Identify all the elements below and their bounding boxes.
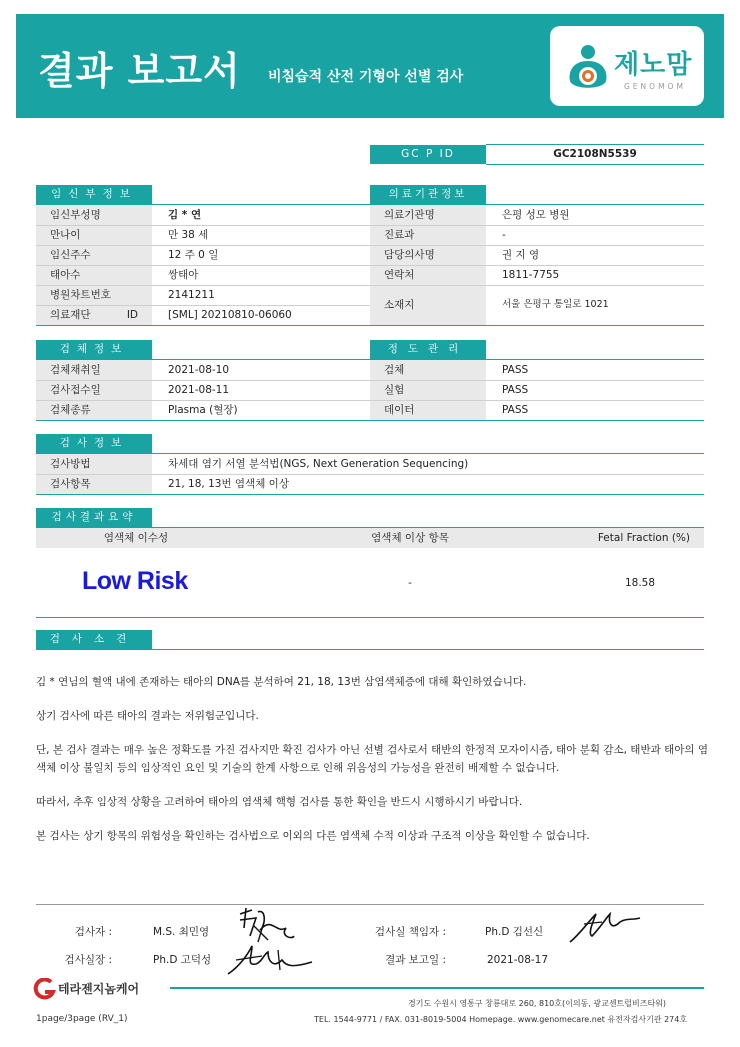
section-rule	[36, 649, 704, 650]
finding-paragraph: 김 * 연님의 혈액 내에 존재하는 태아의 DNA를 분석하여 21, 18, 13번 삼염색체증에 대해 확인하였습니다.	[36, 676, 527, 688]
row-divider	[36, 245, 704, 246]
report-title: 결과 보고서	[38, 49, 241, 93]
pregnant-name-label: 임신부성명	[50, 209, 101, 221]
age-label: 만나이	[50, 229, 81, 241]
test-method-value: 차세대 염기 서열 분석법(NGS, Next Generation Sequencing)	[168, 458, 469, 470]
test-item-label: 검사항목	[50, 478, 91, 490]
gcp-id-value: GC2108N5539	[553, 148, 637, 160]
doctor-label: 담당의사명	[384, 249, 435, 261]
institution-info-header: 의료기관정보	[370, 185, 486, 204]
row-divider	[36, 474, 704, 475]
fetus-count-label: 태아수	[50, 269, 81, 281]
tester-label: 검사자 :	[74, 926, 112, 938]
report-subtitle: 비침습적 산전 기형아 선별 검사	[268, 69, 464, 85]
qc-specimen-value: PASS	[502, 364, 529, 376]
qc-header: 정도관리	[370, 340, 486, 359]
tester-name: M.S. 최민영	[153, 926, 210, 938]
section-rule	[36, 325, 704, 326]
section-rule	[36, 494, 704, 495]
fetus-count-value: 쌍태아	[168, 269, 199, 281]
gestation-value: 12 주 0 일	[168, 249, 219, 261]
doctor-value: 권 지 영	[502, 249, 540, 261]
row-divider	[36, 305, 370, 306]
row-divider	[36, 285, 704, 286]
institution-name-label: 의료기관명	[384, 209, 435, 221]
page-number: 1page/3page (RV_1)	[36, 1014, 128, 1024]
row-divider	[36, 400, 704, 401]
section-rule	[36, 420, 704, 421]
contact-value: 1811-7755	[502, 269, 560, 281]
institution-name-value: 은평 성모 병원	[502, 209, 570, 221]
fetal-fraction-value: 18.58	[624, 577, 656, 589]
chief-signature	[222, 940, 318, 978]
address-label: 소재지	[384, 299, 415, 311]
finding-paragraph: 상기 검사에 따른 태아의 결과는 저위험군입니다.	[36, 710, 259, 722]
collection-date-value: 2021-08-10	[168, 364, 230, 376]
signature-rule	[36, 904, 704, 905]
logo-subtext: GENOMOM	[624, 82, 686, 91]
address-value: 서울 은평구 통일로 1021	[502, 299, 609, 310]
department-value: -	[502, 229, 506, 241]
test-item-value: 21, 18, 13번 염색체 이상	[168, 478, 289, 490]
chart-number-value: 2141211	[168, 289, 215, 301]
report-date-value: 2021-08-17	[487, 954, 549, 966]
chief-name: Ph.D 고덕성	[153, 954, 212, 966]
footer-rule	[170, 987, 704, 989]
qc-data-label: 데이터	[384, 404, 415, 416]
qc-specimen-label: 검체	[384, 364, 405, 376]
section-rule	[36, 617, 704, 618]
report-header	[16, 14, 724, 118]
company-name: 테라젠지놈케어	[58, 982, 140, 996]
row-divider	[36, 380, 704, 381]
collection-date-label: 검체채취일	[50, 364, 101, 376]
row-divider	[36, 265, 704, 266]
pregnant-name-value: 김 * 연	[168, 209, 202, 221]
contact-label: 연락처	[384, 269, 415, 281]
company-contact: TEL. 1544-9771 / FAX. 031-8019-5004 Homepage. www.genomecare.net 유전자검사기관 274호	[314, 1015, 688, 1024]
receipt-date-value: 2021-08-11	[168, 384, 230, 396]
chief-label: 검사실장 :	[64, 954, 112, 966]
gcp-bottom-rule	[486, 164, 704, 165]
result-summary-header: 검사결과요약	[36, 508, 152, 527]
report-date-label: 결과 보고일 :	[385, 954, 446, 966]
foundation-id-value: [SML] 20210810-06060	[168, 309, 292, 321]
specimen-type-label: 검체종류	[50, 404, 91, 416]
findings-header: 검사소견	[36, 630, 152, 649]
gcp-top-rule	[486, 144, 704, 145]
lab-head-name: Ph.D 김선신	[485, 926, 544, 938]
qc-experiment-value: PASS	[502, 384, 529, 396]
foundation-id-label: 의료재단 ID	[50, 309, 138, 321]
gcp-id-label: GC P ID	[370, 145, 486, 164]
specimen-info-header: 검체정보	[36, 340, 152, 359]
genomom-logo	[550, 26, 704, 106]
lab-head-signature	[566, 908, 644, 946]
age-value: 만 38 세	[168, 229, 209, 241]
test-info-header: 검사정보	[36, 434, 152, 453]
risk-result: Low Risk	[82, 567, 188, 595]
row-divider	[36, 225, 704, 226]
logo-name: 제노맘	[614, 50, 693, 80]
company-address: 경기도 수원시 영통구 창룡대로 260, 810호(이의동, 광교센트럴비즈타워)	[408, 999, 667, 1008]
genomom-mother-icon	[566, 43, 610, 91]
aneuploidy-col-header: 염색체 이수성	[103, 532, 169, 544]
test-method-label: 검사방법	[50, 458, 91, 470]
finding-paragraph: 본 검사는 상기 항목의 위험성을 확인하는 검사법으로 이외의 다른 염색체 수적 이상과 구조적 이상을 확인할 수 없습니다.	[36, 830, 590, 842]
pregnant-info-header: 임신부정보	[36, 185, 152, 204]
finding-paragraph: 단, 본 검사 결과는 매우 높은 정확도를 가진 검사지만 확진 검사가 아닌 선별 검사로서 태반의 한정적 모자이시즘, 태아 분획 감소, 태반과 태아의 염색체 이상 불일치 등의 임상적인 요인 및 기술의 한계 사항으로 인해 위음성의 가능성을 완전히 배제할 수 없습니다.	[36, 744, 708, 774]
specimen-type-value: Plasma (혈장)	[168, 404, 238, 416]
abnormal-value: -	[408, 577, 412, 589]
fetal-fraction-col-header: Fetal Fraction (%)	[597, 532, 690, 544]
gestation-label: 임신주수	[50, 249, 91, 261]
qc-data-value: PASS	[502, 404, 529, 416]
lab-head-label: 검사실 책임자 :	[374, 926, 446, 938]
department-label: 진료과	[384, 229, 415, 241]
receipt-date-label: 검사접수일	[50, 384, 101, 396]
finding-paragraph: 따라서, 추후 임상적 상황을 고려하여 태아의 염색체 핵형 검사를 통한 확인을 반드시 시행하시기 바랍니다.	[36, 796, 523, 808]
theragen-logo-icon	[31, 978, 57, 1000]
abnormal-col-header: 염색체 이상 항목	[371, 532, 449, 544]
qc-experiment-label: 실험	[384, 384, 405, 396]
chart-number-label: 병원차트번호	[50, 289, 111, 301]
